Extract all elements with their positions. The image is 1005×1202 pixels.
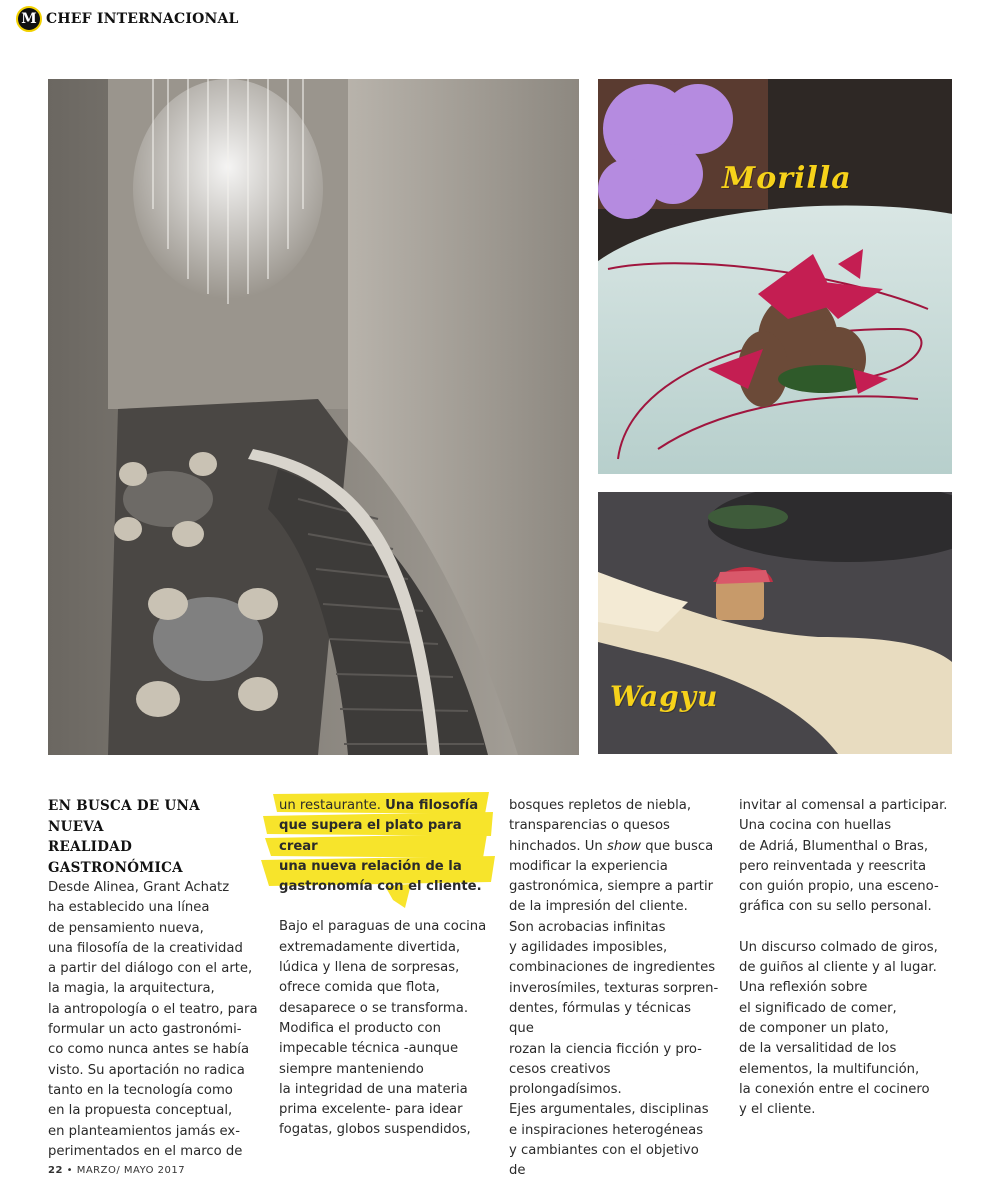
article-subhead: EN BUSCA DE UNA NUEVA REALIDAD GASTRONÓMICA (48, 798, 200, 876)
column-4-text-a: invitar al comensal a participar. Una cocina con huellas de Adriá, Blumenthal o Bras, pero reinventada y reescrita con guión propio, una esceno- gráfica con su sello personal. (739, 798, 948, 915)
page-number: 22 (48, 1165, 63, 1176)
page-footer (48, 1165, 185, 1176)
show-emphasis: show (606, 838, 642, 854)
pull-quote (279, 796, 489, 897)
column-2-lead: un restaurante. (279, 798, 386, 813)
morilla-dish-photo (598, 79, 952, 474)
highlighted-quote: Una filosofía que supera el plato para crear una nueva relación de la gastronomía con el cliente. (279, 798, 482, 895)
issue-date: MARZO/ MAYO 2017 (76, 1165, 186, 1176)
column-2-text: Bajo el paraguas de una cocina extremadamente divertida, lúdica y llena de sorpresas, ofrece comida que flota, desaparece o se transforma. Modifica el producto con impecable técnica -aunque siempre manteniendo la integridad de una materia prima excelente- para idear fogatas, globos suspendidos, (279, 919, 487, 1138)
morilla-label: Morilla (722, 161, 852, 196)
article-column-4 (739, 796, 949, 1120)
article-column-1 (48, 796, 260, 1162)
wagyu-label: Wagyu (610, 680, 719, 713)
column-1-text: Desde Alinea, Grant Achatz ha establecido una línea de pensamiento nueva, una filosofía de la creatividad a partir del diálogo con el arte, la magia, la arquitectura, la antropología o el teatro, para formular un acto gastronómi- co como nunca antes se había visto. Su aportación no radica tanto en la tecnología como en la propuesta conceptual, en planteamientos jamás ex- perimentados en el marco de (48, 880, 258, 1159)
magazine-logo (16, 6, 42, 32)
article-column-2 (279, 796, 489, 1141)
section-title: CHEF INTERNACIONAL (46, 11, 239, 27)
footer-separator: • (62, 1165, 77, 1176)
masthead (16, 6, 239, 32)
wagyu-dish-photo (598, 492, 952, 754)
logo-letter: M (18, 8, 40, 30)
column-3-text-a: bosques repletos de niebla, transparencias o quesos hinchados. Un (509, 798, 692, 854)
column-4-text-b: Un discurso colmado de giros, de guiños al cliente y al lugar. Una reflexión sobre el significado de comer, de componer un plato, de la versalitidad de los elementos, la multifunción, la conexión entre el cocinero y el cliente. (739, 939, 938, 1118)
staircase-photo (48, 79, 579, 755)
article-column-3 (509, 796, 719, 1182)
column-3-text-b: que busca modificar la experiencia gastronómica, siempre a partir de la impresión del cliente. Son acrobacias infinitas y agilidades imposibles, combinaciones de ingredientes inverosímiles, texturas sorpren- dentes, fórmulas y técnicas que rozan la ciencia ficción y pro- cesos creativos prolongadísimos. Ejes argumentales, disciplinas e inspiraciones heterogéneas y cambiantes con el objetivo de (509, 838, 719, 1179)
